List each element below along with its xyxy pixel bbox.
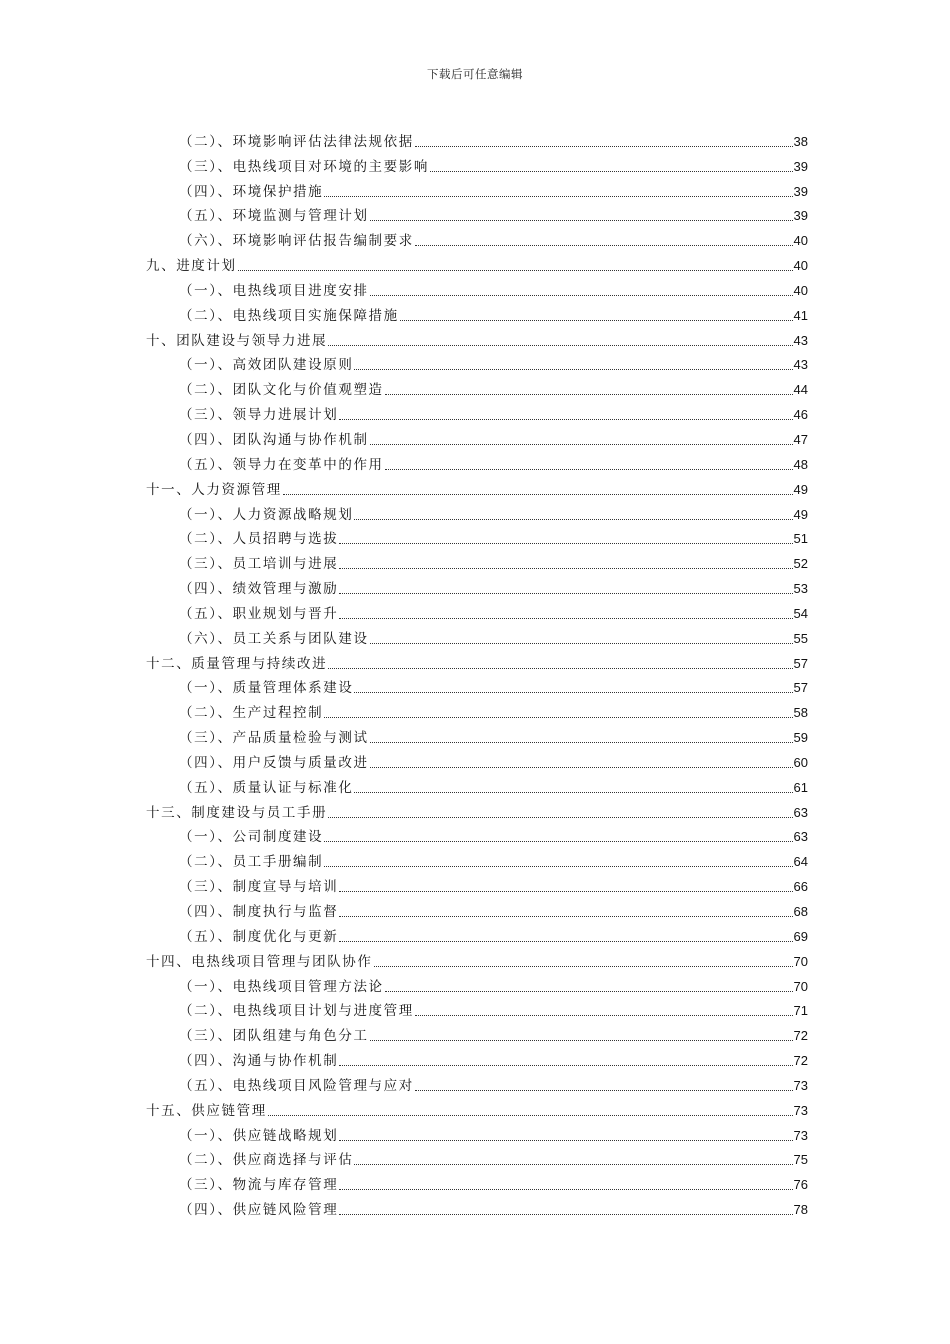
toc-page-number: 47 bbox=[793, 431, 808, 447]
toc-entry-title: （四）、制度执行与监督 bbox=[179, 904, 339, 920]
toc-page-number: 76 bbox=[793, 1177, 808, 1193]
toc-entry-title: （六）、环境影响评估报告编制要求 bbox=[179, 233, 414, 250]
toc-dot-leader bbox=[385, 991, 793, 992]
toc-entry-title: 十、团队建设与领导力进展 bbox=[146, 332, 328, 349]
toc-entry-title: （五）、环境监测与管理计划 bbox=[179, 208, 369, 225]
toc-entry-title: （一）、供应链战略规划 bbox=[179, 1127, 339, 1144]
toc-page-number: 68 bbox=[793, 904, 808, 919]
toc-dot-leader bbox=[415, 1090, 793, 1091]
toc-section-entry[interactable] bbox=[146, 721, 808, 746]
toc-entry-title: （一）、质量管理体系建设 bbox=[179, 680, 354, 697]
toc-entry-title: （五）、领导力在变革中的作用 bbox=[179, 456, 384, 473]
toc-entry-title: 十二、质量管理与持续改进 bbox=[146, 655, 328, 672]
toc-page-number: 78 bbox=[793, 1202, 808, 1218]
toc-page-number: 40 bbox=[793, 233, 808, 249]
toc-dot-leader bbox=[354, 792, 792, 793]
toc-dot-leader bbox=[354, 1164, 792, 1165]
toc-entry-title: （一）、电热线项目进度安排 bbox=[179, 282, 369, 299]
toc-dot-leader bbox=[339, 891, 792, 892]
toc-chapter-entry[interactable] bbox=[146, 945, 808, 970]
toc-dot-leader bbox=[354, 519, 792, 520]
toc-entry-title: （五）、质量认证与标准化 bbox=[179, 779, 354, 796]
toc-page-number: 66 bbox=[793, 879, 808, 895]
toc-entry-title: （五）、制度优化与更新 bbox=[179, 928, 339, 945]
toc-section-entry[interactable] bbox=[146, 821, 808, 846]
toc-page-number: 58 bbox=[793, 705, 808, 721]
toc-chapter-entry[interactable] bbox=[146, 324, 808, 349]
toc-dot-leader bbox=[370, 444, 793, 445]
toc-section-entry[interactable] bbox=[146, 423, 808, 448]
toc-entry-title: （三）、员工培训与进展 bbox=[179, 556, 339, 573]
toc-dot-leader bbox=[415, 1015, 793, 1016]
toc-dot-leader bbox=[324, 866, 792, 867]
toc-section-entry[interactable] bbox=[146, 920, 808, 945]
toc-dot-leader bbox=[385, 394, 793, 395]
toc-section-entry[interactable] bbox=[146, 1019, 808, 1044]
toc-page-number: 44 bbox=[793, 382, 808, 398]
toc-section-entry[interactable] bbox=[146, 572, 808, 597]
toc-page-number: 55 bbox=[793, 630, 808, 646]
toc-dot-leader bbox=[339, 916, 792, 917]
toc-dot-leader bbox=[354, 692, 792, 693]
toc-section-entry[interactable] bbox=[146, 746, 808, 771]
toc-dot-leader bbox=[385, 469, 793, 470]
toc-dot-leader bbox=[370, 295, 793, 296]
toc-entry-title: 九、进度计划 bbox=[146, 258, 237, 275]
toc-dot-leader bbox=[283, 494, 793, 495]
toc-dot-leader bbox=[354, 369, 792, 370]
toc-page-number: 38 bbox=[793, 133, 808, 149]
toc-page-number: 61 bbox=[793, 779, 808, 795]
toc-section-entry[interactable] bbox=[146, 1069, 808, 1094]
toc-dot-leader bbox=[339, 1140, 792, 1141]
toc-section-entry[interactable] bbox=[146, 398, 808, 423]
toc-section-entry[interactable] bbox=[146, 1168, 808, 1193]
toc-page-number: 72 bbox=[793, 1053, 808, 1069]
toc-page-number: 43 bbox=[793, 332, 808, 348]
toc-page-number: 40 bbox=[793, 258, 808, 274]
toc-page-number: 53 bbox=[793, 581, 808, 597]
toc-dot-leader bbox=[324, 841, 792, 842]
toc-page-number: 59 bbox=[793, 730, 808, 746]
toc-section-entry[interactable] bbox=[146, 1044, 808, 1069]
toc-dot-leader bbox=[339, 1189, 792, 1190]
toc-dot-leader bbox=[415, 146, 793, 147]
toc-chapter-entry[interactable] bbox=[146, 1094, 808, 1119]
toc-section-entry[interactable] bbox=[146, 349, 808, 374]
toc-section-entry[interactable] bbox=[146, 845, 808, 870]
toc-page-number: 39 bbox=[793, 183, 808, 199]
toc-page-number: 43 bbox=[793, 357, 808, 373]
toc-entry-title: （二）、供应商选择与评估 bbox=[179, 1152, 354, 1169]
toc-page-number: 41 bbox=[793, 307, 808, 323]
toc-section-entry[interactable] bbox=[146, 150, 808, 175]
toc-dot-leader bbox=[339, 1065, 792, 1066]
toc-entry-title: （五）、职业规划与晋升 bbox=[179, 605, 339, 622]
toc-page-number: 49 bbox=[793, 506, 808, 522]
toc-entry-title: （二）、生产过程控制 bbox=[179, 705, 324, 722]
toc-entry-title: （六）、员工关系与团队建设 bbox=[179, 630, 369, 647]
toc-entry-title: （三）、产品质量检验与测试 bbox=[179, 730, 369, 747]
toc-dot-leader bbox=[374, 966, 793, 967]
toc-section-entry[interactable] bbox=[146, 895, 808, 920]
toc-dot-leader bbox=[238, 270, 793, 271]
toc-section-entry[interactable] bbox=[146, 523, 808, 548]
toc-entry-title: （四）、绩效管理与激励 bbox=[179, 581, 339, 598]
toc-dot-leader bbox=[339, 543, 792, 544]
toc-page-number: 73 bbox=[793, 1102, 808, 1118]
toc-dot-leader bbox=[370, 643, 793, 644]
toc-dot-leader bbox=[328, 817, 792, 818]
toc-dot-leader bbox=[400, 320, 793, 321]
toc-entry-title: （二）、电热线项目计划与进度管理 bbox=[179, 1003, 414, 1020]
toc-entry-title: （三）、制度宣导与培训 bbox=[179, 879, 339, 896]
toc-entry-title: （四）、供应链风险管理 bbox=[179, 1202, 339, 1219]
toc-section-entry[interactable] bbox=[146, 1144, 808, 1169]
toc-entry-title: （二）、员工手册编制 bbox=[179, 854, 324, 871]
toc-entry-title: （一）、电热线项目管理方法论 bbox=[179, 978, 384, 995]
toc-section-entry[interactable] bbox=[146, 622, 808, 647]
toc-section-entry[interactable] bbox=[146, 995, 808, 1020]
toc-section-entry[interactable] bbox=[146, 870, 808, 895]
table-of-contents bbox=[146, 125, 808, 1218]
toc-chapter-entry[interactable] bbox=[146, 473, 808, 498]
toc-section-entry[interactable] bbox=[146, 200, 808, 225]
toc-page-number: 46 bbox=[793, 407, 808, 423]
toc-dot-leader bbox=[324, 717, 792, 718]
toc-page-number: 52 bbox=[793, 556, 808, 572]
toc-page-number: 73 bbox=[793, 1127, 808, 1143]
toc-page-number: 73 bbox=[793, 1077, 808, 1093]
toc-page-number: 70 bbox=[793, 978, 808, 994]
toc-chapter-entry[interactable] bbox=[146, 249, 808, 274]
toc-dot-leader bbox=[370, 742, 793, 743]
toc-entry-title: （三）、电热线项目对环境的主要影响 bbox=[179, 158, 429, 175]
toc-chapter-entry[interactable] bbox=[146, 647, 808, 672]
toc-entry-title: （一）、高效团队建设原则 bbox=[179, 357, 354, 374]
toc-dot-leader bbox=[370, 1040, 793, 1041]
toc-section-entry[interactable] bbox=[146, 771, 808, 796]
toc-section-entry[interactable] bbox=[146, 498, 808, 523]
toc-dot-leader bbox=[268, 1115, 793, 1116]
toc-entry-title: （三）、团队组建与角色分工 bbox=[179, 1028, 369, 1045]
toc-page-number: 57 bbox=[793, 655, 808, 671]
toc-entry-title: （一）、人力资源战略规划 bbox=[179, 506, 354, 523]
toc-entry-title: 十一、人力资源管理 bbox=[146, 481, 282, 498]
toc-page-number: 48 bbox=[793, 456, 808, 472]
toc-section-entry[interactable] bbox=[146, 125, 808, 150]
toc-page-number: 63 bbox=[793, 829, 808, 845]
toc-entry-title: （三）、领导力进展计划 bbox=[179, 407, 339, 424]
toc-page-number: 63 bbox=[793, 804, 808, 820]
toc-page-number: 40 bbox=[793, 282, 808, 298]
toc-entry-title: （二）、电热线项目实施保障措施 bbox=[179, 307, 399, 324]
toc-dot-leader bbox=[415, 245, 793, 246]
toc-section-entry[interactable] bbox=[146, 547, 808, 572]
toc-page-number: 64 bbox=[793, 854, 808, 870]
toc-page-number: 39 bbox=[793, 158, 808, 174]
toc-dot-leader bbox=[339, 618, 792, 619]
page-header: 下载后可任意编辑 bbox=[427, 67, 523, 81]
toc-entry-title: 十五、供应链管理 bbox=[146, 1102, 267, 1119]
toc-entry-title: （二）、团队文化与价值观塑造 bbox=[179, 382, 384, 399]
toc-section-entry[interactable] bbox=[146, 597, 808, 622]
toc-dot-leader bbox=[328, 668, 792, 669]
toc-page-number: 71 bbox=[793, 1003, 808, 1019]
toc-dot-leader bbox=[324, 196, 792, 197]
toc-entry-title: （四）、沟通与协作机制 bbox=[179, 1053, 339, 1070]
toc-page-number: 49 bbox=[793, 481, 808, 497]
toc-entry-title: 十四、电热线项目管理与团队协作 bbox=[146, 953, 373, 970]
toc-dot-leader bbox=[339, 593, 792, 594]
toc-dot-leader bbox=[328, 345, 792, 346]
toc-section-entry[interactable] bbox=[146, 696, 808, 721]
toc-section-entry[interactable] bbox=[146, 274, 808, 299]
toc-section-entry[interactable] bbox=[146, 175, 808, 200]
toc-dot-leader bbox=[339, 941, 792, 942]
toc-section-entry[interactable] bbox=[146, 970, 808, 995]
toc-page-number: 75 bbox=[793, 1152, 808, 1168]
toc-page-number: 57 bbox=[793, 680, 808, 696]
toc-page-number: 69 bbox=[793, 928, 808, 944]
toc-section-entry[interactable] bbox=[146, 299, 808, 324]
toc-page-number: 60 bbox=[793, 754, 808, 770]
toc-entry-title: （二）、环境影响评估法律法规依据 bbox=[179, 133, 414, 150]
toc-chapter-entry[interactable] bbox=[146, 796, 808, 821]
toc-entry-title: 十三、制度建设与员工手册 bbox=[146, 804, 328, 821]
toc-entry-title: （四）、环境保护措施 bbox=[179, 183, 324, 200]
toc-dot-leader bbox=[370, 767, 793, 768]
toc-dot-leader bbox=[370, 220, 793, 221]
toc-section-entry[interactable] bbox=[146, 373, 808, 398]
toc-dot-leader bbox=[339, 419, 792, 420]
toc-entry-title: （三）、物流与库存管理 bbox=[179, 1177, 339, 1194]
toc-section-entry[interactable] bbox=[146, 448, 808, 473]
toc-page-number: 70 bbox=[793, 953, 808, 969]
toc-page-number: 39 bbox=[793, 208, 808, 224]
toc-page-number: 51 bbox=[793, 531, 808, 547]
toc-section-entry[interactable] bbox=[146, 1193, 808, 1218]
toc-page-number: 54 bbox=[793, 605, 808, 621]
toc-entry-title: （一）、公司制度建设 bbox=[179, 829, 324, 846]
toc-entry-title: （五）、电热线项目风险管理与应对 bbox=[179, 1077, 414, 1094]
toc-dot-leader bbox=[339, 568, 792, 569]
toc-entry-title: （四）、用户反馈与质量改进 bbox=[179, 754, 369, 771]
toc-section-entry[interactable] bbox=[146, 224, 808, 249]
toc-section-entry[interactable] bbox=[146, 1119, 808, 1144]
toc-dot-leader bbox=[339, 1214, 792, 1215]
toc-section-entry[interactable] bbox=[146, 672, 808, 697]
toc-page-number: 72 bbox=[793, 1028, 808, 1044]
toc-dot-leader bbox=[430, 171, 793, 172]
toc-entry-title: （四）、团队沟通与协作机制 bbox=[179, 431, 369, 448]
toc-entry-title: （二）、人员招聘与选拔 bbox=[179, 531, 339, 548]
